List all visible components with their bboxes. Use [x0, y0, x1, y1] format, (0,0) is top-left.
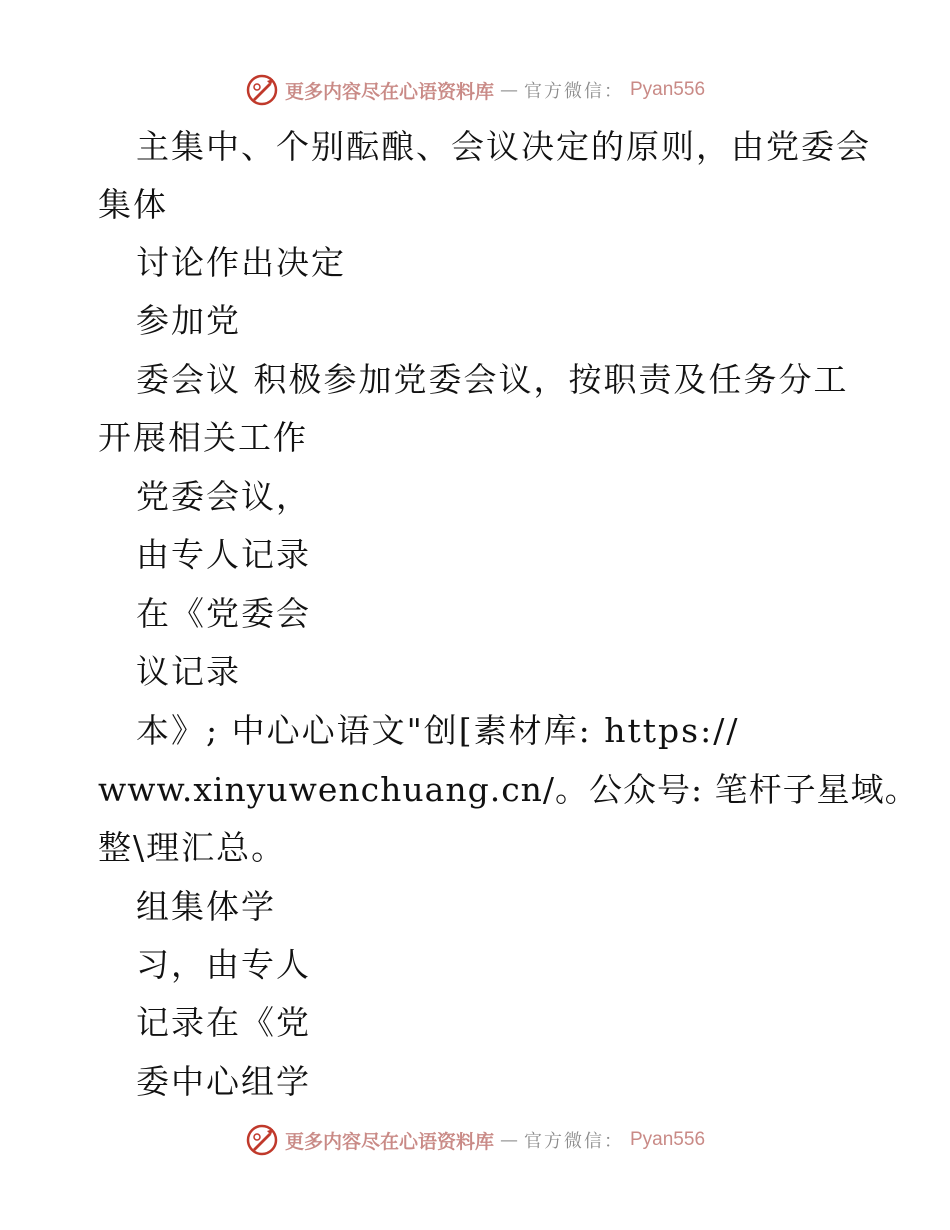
- header-banner: [0, 70, 950, 110]
- header-brand-text: 更多内容尽在心语资料库: [284, 80, 494, 103]
- body-line: 开展相关工作: [98, 418, 308, 457]
- footer-brand-text: 更多内容尽在心语资料库: [284, 1130, 494, 1153]
- body-line: 由专人记录: [136, 535, 311, 574]
- footer-wechat-label: 官方微信：: [524, 1131, 624, 1152]
- body-line: 党委会议，: [136, 477, 311, 516]
- body-line: 参加党: [136, 301, 241, 340]
- body-line: 主集中、个别酝酿、会议决定的原则，由党委会: [136, 127, 871, 166]
- body-line: 组集体学: [136, 887, 276, 926]
- body-line: 集体: [98, 185, 168, 224]
- header-wechat-id: Pyan556: [630, 79, 706, 100]
- body-line: 整\理汇总。: [98, 828, 287, 867]
- body-line: 在《党委会: [136, 594, 311, 633]
- body-line: 记录在《党: [136, 1003, 311, 1042]
- body-line: 本》; 中心心语文"创[素材库: https://: [136, 711, 740, 750]
- body-line: 委会议 积极参加党委会议，按职责及任务分工: [136, 360, 849, 399]
- header-dash: —: [500, 79, 518, 101]
- header-wechat-label: 官方微信：: [524, 81, 624, 102]
- quill-logo-icon: [245, 73, 279, 107]
- body-line: 议记录: [136, 652, 241, 691]
- body-line: 讨论作出决定: [136, 243, 346, 282]
- body-line: 委中心组学: [136, 1062, 311, 1101]
- body-line: www.xinyuwenchuang.cn/。公众号: 笔杆子星域。: [98, 770, 919, 809]
- quill-logo-icon: [245, 1123, 279, 1157]
- body-line: 习，由专人: [136, 945, 311, 984]
- footer-wechat-id: Pyan556: [630, 1129, 706, 1150]
- footer-dash: —: [500, 1129, 518, 1151]
- footer-banner: [0, 1120, 950, 1160]
